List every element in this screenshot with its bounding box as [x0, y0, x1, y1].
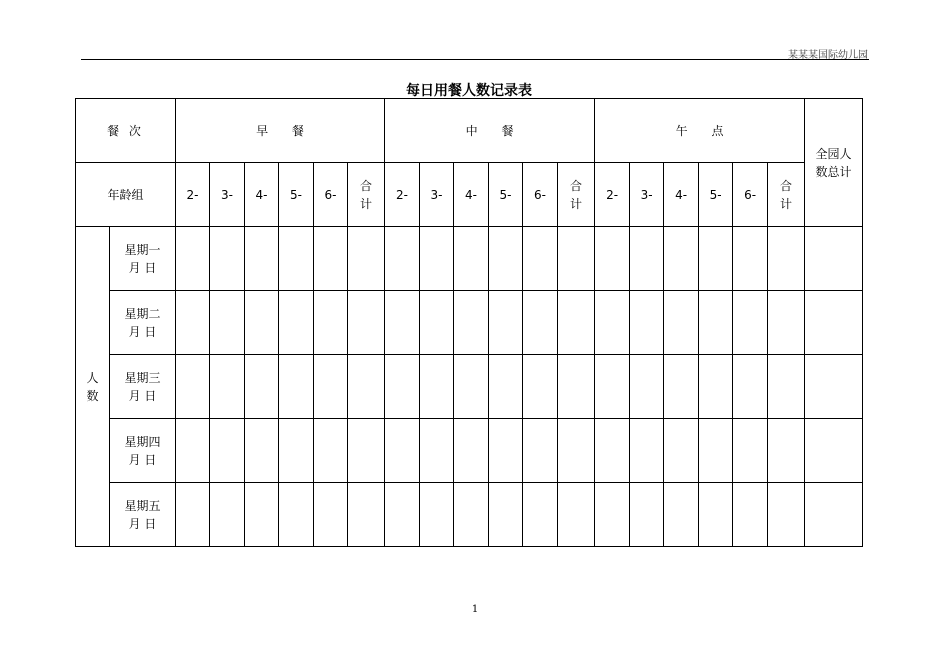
- day-row: [76, 355, 863, 419]
- weekday-label: 星期五: [124, 498, 161, 513]
- snack-subtotal-header: [768, 163, 805, 227]
- age-group-label: 年龄组: [107, 187, 144, 202]
- count-entry-cell[interactable]: [805, 355, 863, 419]
- count-entry-cell[interactable]: [805, 227, 863, 291]
- count-entry-cell[interactable]: [245, 419, 279, 483]
- header-divider: [81, 59, 869, 60]
- count-entry-cell[interactable]: [523, 227, 558, 291]
- count-entry-cell[interactable]: [523, 419, 558, 483]
- count-entry-cell[interactable]: [768, 483, 805, 547]
- meal-label-cell: [76, 99, 176, 163]
- page-number: 1: [471, 604, 479, 615]
- count-entry-cell[interactable]: [595, 419, 630, 483]
- count-entry-cell[interactable]: [595, 291, 630, 355]
- count-entry-cell[interactable]: [385, 355, 420, 419]
- count-entry-cell[interactable]: [558, 483, 595, 547]
- count-entry-cell[interactable]: [733, 483, 768, 547]
- age-group-value: 2-: [186, 187, 199, 202]
- count-entry-cell[interactable]: [245, 483, 279, 547]
- count-entry-cell[interactable]: [558, 419, 595, 483]
- lunch-age-cell: [385, 163, 420, 227]
- count-entry-cell[interactable]: [768, 419, 805, 483]
- count-entry-cell[interactable]: [314, 419, 348, 483]
- count-entry-cell[interactable]: [523, 355, 558, 419]
- breakfast-age-cell: [176, 163, 210, 227]
- count-entry-cell[interactable]: [489, 227, 523, 291]
- count-entry-cell[interactable]: [279, 355, 314, 419]
- day-row: [76, 227, 863, 291]
- weekday-label: 星期一: [124, 242, 161, 257]
- age-group-value: 6-: [744, 187, 757, 202]
- grand-total-header: [805, 99, 863, 227]
- count-entry-cell[interactable]: [523, 291, 558, 355]
- count-entry-cell[interactable]: [664, 227, 699, 291]
- snack-label: 午 点: [675, 123, 734, 138]
- age-group-value: 3-: [221, 187, 233, 202]
- count-entry-cell[interactable]: [558, 227, 595, 291]
- count-entry-cell[interactable]: [558, 291, 595, 355]
- count-entry-cell[interactable]: [348, 419, 385, 483]
- day-label-cell: [110, 227, 176, 291]
- count-entry-cell[interactable]: [454, 355, 489, 419]
- day-label-cell: [110, 483, 176, 547]
- count-entry-cell[interactable]: [595, 483, 630, 547]
- count-entry-cell[interactable]: [279, 483, 314, 547]
- count-entry-cell[interactable]: [699, 483, 733, 547]
- count-entry-cell[interactable]: [348, 291, 385, 355]
- count-entry-cell[interactable]: [489, 419, 523, 483]
- day-label-cell: [110, 355, 176, 419]
- age-group-value: 2-: [606, 187, 619, 202]
- count-entry-cell[interactable]: [314, 483, 348, 547]
- date-label: 月 日: [128, 516, 157, 531]
- count-entry-cell[interactable]: [210, 483, 245, 547]
- count-entry-cell[interactable]: [733, 227, 768, 291]
- count-entry-cell[interactable]: [245, 227, 279, 291]
- count-entry-cell[interactable]: [595, 355, 630, 419]
- count-entry-cell[interactable]: [454, 291, 489, 355]
- count-entry-cell[interactable]: [245, 291, 279, 355]
- count-entry-cell[interactable]: [664, 419, 699, 483]
- subtotal-label-1: 合: [570, 178, 583, 193]
- lunch-label: 中 餐: [465, 123, 524, 138]
- snack-header: [595, 99, 805, 163]
- count-entry-cell[interactable]: [420, 483, 454, 547]
- count-entry-cell[interactable]: [489, 291, 523, 355]
- count-label-2: 数: [86, 388, 99, 403]
- grand-total-label-1: 全园人: [815, 146, 852, 161]
- count-entry-cell[interactable]: [176, 227, 210, 291]
- date-label: 月 日: [128, 452, 157, 467]
- breakfast-age-cell: [210, 163, 245, 227]
- date-label: 月 日: [128, 324, 157, 339]
- count-entry-cell[interactable]: [699, 419, 733, 483]
- lunch-subtotal-header: [558, 163, 595, 227]
- weekday-label: 星期四: [124, 434, 161, 449]
- count-entry-cell[interactable]: [733, 355, 768, 419]
- subtotal-label-2: 计: [780, 196, 793, 211]
- age-group-value: 3-: [430, 187, 443, 202]
- count-entry-cell[interactable]: [489, 483, 523, 547]
- count-entry-cell[interactable]: [630, 227, 664, 291]
- lunch-age-cell: [420, 163, 454, 227]
- count-entry-cell[interactable]: [279, 227, 314, 291]
- count-entry-cell[interactable]: [454, 419, 489, 483]
- count-entry-cell[interactable]: [454, 483, 489, 547]
- subtotal-label-1: 合: [780, 178, 793, 193]
- date-label: 月 日: [128, 388, 157, 403]
- count-entry-cell[interactable]: [805, 483, 863, 547]
- count-entry-cell[interactable]: [630, 355, 664, 419]
- count-entry-cell[interactable]: [210, 227, 245, 291]
- count-entry-cell[interactable]: [733, 419, 768, 483]
- meal-label: 餐 次: [107, 123, 144, 138]
- day-label-cell: [110, 291, 176, 355]
- count-entry-cell[interactable]: [733, 291, 768, 355]
- count-entry-cell[interactable]: [420, 291, 454, 355]
- count-entry-cell[interactable]: [385, 483, 420, 547]
- breakfast-age-cell: [245, 163, 279, 227]
- breakfast-label: 早 餐: [256, 123, 314, 138]
- lunch-age-cell: [523, 163, 558, 227]
- age-group-value: 4-: [255, 187, 268, 202]
- count-entry-cell[interactable]: [523, 483, 558, 547]
- count-entry-cell[interactable]: [176, 355, 210, 419]
- document-title: 每日用餐人数记录表: [406, 83, 532, 99]
- count-entry-cell[interactable]: [176, 483, 210, 547]
- subtotal-label-2: 计: [360, 196, 373, 211]
- day-row: [76, 419, 863, 483]
- age-group-value: 2-: [396, 187, 409, 202]
- meal-header-row: [76, 99, 863, 163]
- day-row: [76, 291, 863, 355]
- count-entry-cell[interactable]: [348, 355, 385, 419]
- count-entry-cell[interactable]: [210, 355, 245, 419]
- count-entry-cell[interactable]: [314, 355, 348, 419]
- meal-count-table: [75, 98, 863, 547]
- count-entry-cell[interactable]: [176, 419, 210, 483]
- snack-age-cell: [630, 163, 664, 227]
- count-entry-cell[interactable]: [664, 483, 699, 547]
- snack-age-cell: [595, 163, 630, 227]
- age-group-value: 3-: [640, 187, 653, 202]
- snack-age-cell: [664, 163, 699, 227]
- grand-total-label-2: 数总计: [815, 164, 852, 179]
- count-entry-cell[interactable]: [314, 227, 348, 291]
- count-entry-cell[interactable]: [210, 291, 245, 355]
- breakfast-age-cell: [279, 163, 314, 227]
- count-entry-cell[interactable]: [664, 355, 699, 419]
- lunch-age-cell: [454, 163, 489, 227]
- weekday-label: 星期二: [124, 306, 161, 321]
- snack-age-cell: [699, 163, 733, 227]
- age-group-value: 4-: [675, 187, 688, 202]
- count-label-cell: [76, 227, 110, 547]
- count-entry-cell[interactable]: [279, 291, 314, 355]
- count-entry-cell[interactable]: [630, 419, 664, 483]
- age-group-value: 5-: [290, 187, 302, 202]
- subtotal-label-1: 合: [360, 178, 373, 193]
- date-label: 月 日: [128, 260, 157, 275]
- count-label-1: 人: [86, 370, 99, 385]
- count-entry-cell[interactable]: [454, 227, 489, 291]
- lunch-age-cell: [489, 163, 523, 227]
- count-entry-cell[interactable]: [489, 355, 523, 419]
- count-entry-cell[interactable]: [805, 291, 863, 355]
- count-entry-cell[interactable]: [630, 483, 664, 547]
- count-entry-cell[interactable]: [348, 483, 385, 547]
- org-name: 某某某国际幼儿园: [788, 50, 868, 61]
- count-entry-cell[interactable]: [805, 419, 863, 483]
- count-entry-cell[interactable]: [279, 419, 314, 483]
- count-entry-cell[interactable]: [314, 291, 348, 355]
- count-entry-cell[interactable]: [699, 355, 733, 419]
- count-entry-cell[interactable]: [245, 355, 279, 419]
- breakfast-subtotal-header: [348, 163, 385, 227]
- count-entry-cell[interactable]: [595, 227, 630, 291]
- day-label-cell: [110, 419, 176, 483]
- lunch-header: [385, 99, 595, 163]
- day-row: [76, 483, 863, 547]
- breakfast-header: [176, 99, 385, 163]
- count-entry-cell[interactable]: [699, 291, 733, 355]
- age-group-label-cell: [76, 163, 176, 227]
- age-group-value: 6-: [324, 187, 337, 202]
- count-entry-cell[interactable]: [385, 419, 420, 483]
- count-entry-cell[interactable]: [558, 355, 595, 419]
- count-entry-cell[interactable]: [420, 419, 454, 483]
- snack-age-cell: [733, 163, 768, 227]
- subtotal-label-2: 计: [570, 196, 583, 211]
- count-entry-cell[interactable]: [768, 227, 805, 291]
- age-group-row: [76, 163, 863, 227]
- age-group-value: 4-: [465, 187, 478, 202]
- count-entry-cell[interactable]: [210, 419, 245, 483]
- count-entry-cell[interactable]: [768, 291, 805, 355]
- weekday-label: 星期三: [124, 370, 161, 385]
- age-group-value: 5-: [709, 187, 722, 202]
- count-entry-cell[interactable]: [176, 291, 210, 355]
- count-entry-cell[interactable]: [630, 291, 664, 355]
- age-group-value: 6-: [534, 187, 547, 202]
- breakfast-age-cell: [314, 163, 348, 227]
- count-entry-cell[interactable]: [348, 227, 385, 291]
- count-entry-cell[interactable]: [385, 227, 420, 291]
- count-entry-cell[interactable]: [385, 291, 420, 355]
- count-entry-cell[interactable]: [699, 227, 733, 291]
- age-group-value: 5-: [499, 187, 512, 202]
- count-entry-cell[interactable]: [420, 355, 454, 419]
- count-entry-cell[interactable]: [664, 291, 699, 355]
- count-entry-cell[interactable]: [420, 227, 454, 291]
- count-entry-cell[interactable]: [768, 355, 805, 419]
